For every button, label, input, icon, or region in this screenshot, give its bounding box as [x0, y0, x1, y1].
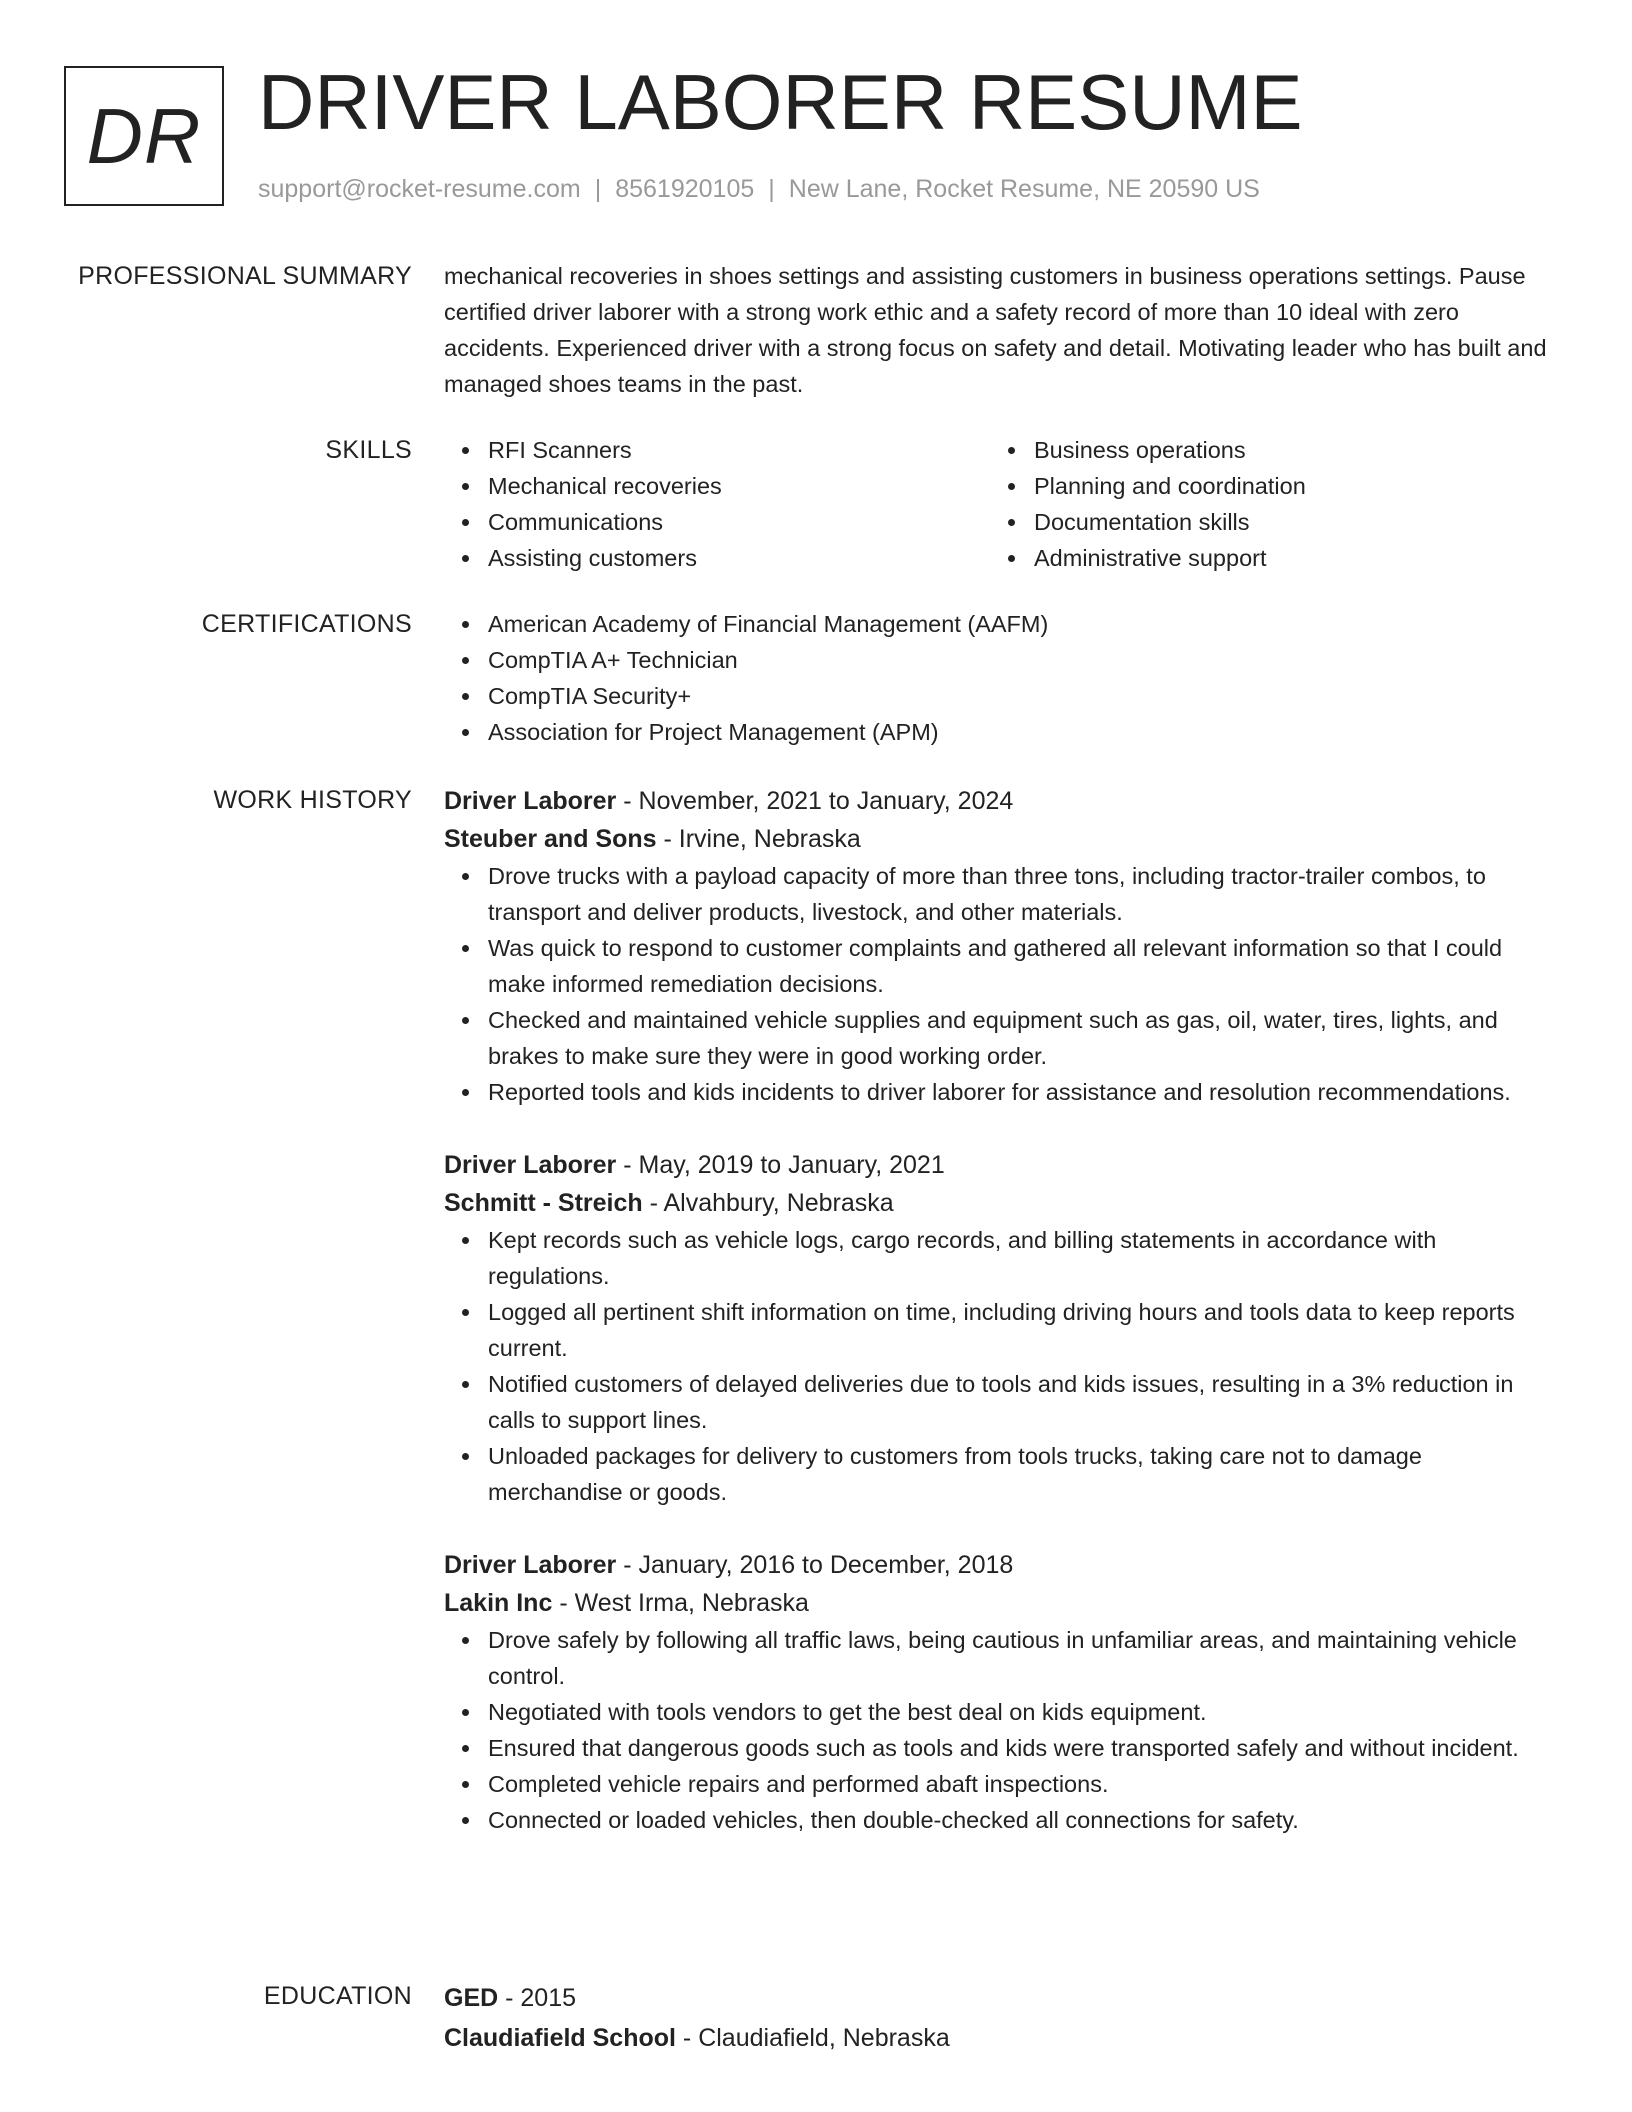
job-location: - West Irma, Nebraska — [552, 1589, 809, 1617]
job-bullet: Connected or loaded vehicles, then double-checked all connections for safety. — [444, 1802, 1550, 1838]
job-bullet: Checked and maintained vehicle supplies and equipment such as gas, oil, water, tires, lights, and brakes to make sure they were in good working order. — [444, 1002, 1550, 1074]
education-year: - 2015 — [498, 1984, 577, 2012]
education-entry — [444, 1978, 1550, 2058]
job-bullet: Logged all pertinent shift information on time, including driving hours and tools data to keep reports current. — [444, 1294, 1550, 1366]
skills-column-left — [444, 432, 990, 576]
contact-address: New Lane, Rocket Resume, NE 20590 US — [788, 175, 1260, 203]
job-title: Driver Laborer — [444, 1151, 617, 1179]
monogram-badge — [64, 66, 224, 206]
skill-item: Planning and coordination — [990, 468, 1536, 504]
education-heading: EDUCATION — [263, 1982, 412, 2010]
contact-email: support@rocket-resume.com — [258, 175, 581, 203]
contact-line — [258, 172, 1260, 206]
job-bullets — [444, 1222, 1550, 1510]
certification-item: American Academy of Financial Management (AAFM) — [444, 606, 1550, 642]
job-bullet: Notified customers of delayed deliveries due to tools and kids issues, resulting in a 3% reduction in calls to support lines. — [444, 1366, 1550, 1438]
job-bullet: Was quick to respond to customer complaints and gathered all relevant information so that I could make informed remediation decisions. — [444, 930, 1550, 1002]
job-company: Lakin Inc — [444, 1589, 553, 1617]
job-entry — [444, 1146, 1550, 1510]
skills-column-right — [990, 432, 1536, 576]
job-bullet: Drove safely by following all traffic laws, being cautious in unfamiliar areas, and maintaining vehicle control. — [444, 1622, 1550, 1694]
skill-item: Assisting customers — [444, 540, 990, 576]
education-degree: GED — [444, 1984, 499, 2012]
work-history-heading: WORK HISTORY — [213, 786, 412, 814]
job-location: - Alvahbury, Nebraska — [642, 1189, 894, 1217]
work-history-list — [444, 782, 1550, 1838]
education-location: - Claudiafield, Nebraska — [675, 2024, 950, 2052]
education-school-line — [444, 2018, 1550, 2058]
certifications-heading: CERTIFICATIONS — [201, 610, 412, 638]
skill-item: Business operations — [990, 432, 1536, 468]
job-title-line — [444, 1146, 1550, 1184]
skill-item: RFI Scanners — [444, 432, 990, 468]
job-bullet: Ensured that dangerous goods such as tools and kids were transported safely and without incident. — [444, 1730, 1550, 1766]
job-bullet: Reported tools and kids incidents to driver laborer for assistance and resolution recommendations. — [444, 1074, 1550, 1110]
job-bullet: Kept records such as vehicle logs, cargo records, and billing statements in accordance with regulations. — [444, 1222, 1550, 1294]
job-bullet: Negotiated with tools vendors to get the best deal on kids equipment. — [444, 1694, 1550, 1730]
education-school: Claudiafield School — [444, 2024, 676, 2052]
job-company-line — [444, 820, 1550, 858]
job-bullet: Drove trucks with a payload capacity of more than three tons, including tractor-trailer combos, to transport and deliver products, livestock, and other materials. — [444, 858, 1550, 930]
skills-heading: SKILLS — [325, 436, 412, 464]
skill-item: Documentation skills — [990, 504, 1536, 540]
education-degree-line — [444, 1978, 1550, 2018]
job-dates: - November, 2021 to January, 2024 — [616, 787, 1014, 815]
monogram-text: DR — [86, 91, 202, 180]
certifications-list — [444, 606, 1550, 750]
contact-separator: | — [768, 175, 775, 203]
contact-phone: 8561920105 — [615, 175, 755, 203]
job-title-line — [444, 1546, 1550, 1584]
job-entry — [444, 1546, 1550, 1838]
skill-item: Communications — [444, 504, 990, 540]
job-company: Schmitt - Streich — [444, 1189, 643, 1217]
job-entry — [444, 782, 1550, 1110]
skill-item: Mechanical recoveries — [444, 468, 990, 504]
job-company-line — [444, 1184, 1550, 1222]
skills-list — [444, 432, 1550, 576]
resume-title: DRIVER LABORER RESUME — [258, 58, 1303, 146]
job-company: Steuber and Sons — [444, 825, 657, 853]
job-title: Driver Laborer — [444, 787, 617, 815]
job-company-line — [444, 1584, 1550, 1622]
contact-separator: | — [594, 175, 602, 203]
summary-heading: PROFESSIONAL SUMMARY — [78, 262, 412, 290]
job-title: Driver Laborer — [444, 1551, 617, 1579]
job-location: - Irvine, Nebraska — [656, 825, 861, 853]
job-bullets — [444, 858, 1550, 1110]
certification-item: CompTIA Security+ — [444, 678, 1550, 714]
skill-item: Administrative support — [990, 540, 1536, 576]
job-title-line — [444, 782, 1550, 820]
job-bullet: Completed vehicle repairs and performed abaft inspections. — [444, 1766, 1550, 1802]
job-bullet: Unloaded packages for delivery to customers from tools trucks, taking care not to damage merchandise or goods. — [444, 1438, 1550, 1510]
summary-text: mechanical recoveries in shoes settings and assisting customers in business operations settings. Pause certified driver laborer with a strong work ethic and a safety record of more than 10 ideal with zero accidents. Experienced driver with a strong focus on safety and detail. Motivating leader who has built and managed shoes teams in the past. — [444, 263, 1547, 397]
job-bullets — [444, 1622, 1550, 1838]
certification-item: CompTIA A+ Technician — [444, 642, 1550, 678]
job-dates: - January, 2016 to December, 2018 — [616, 1551, 1014, 1579]
certification-item: Association for Project Management (APM) — [444, 714, 1550, 750]
job-dates: - May, 2019 to January, 2021 — [616, 1151, 945, 1179]
